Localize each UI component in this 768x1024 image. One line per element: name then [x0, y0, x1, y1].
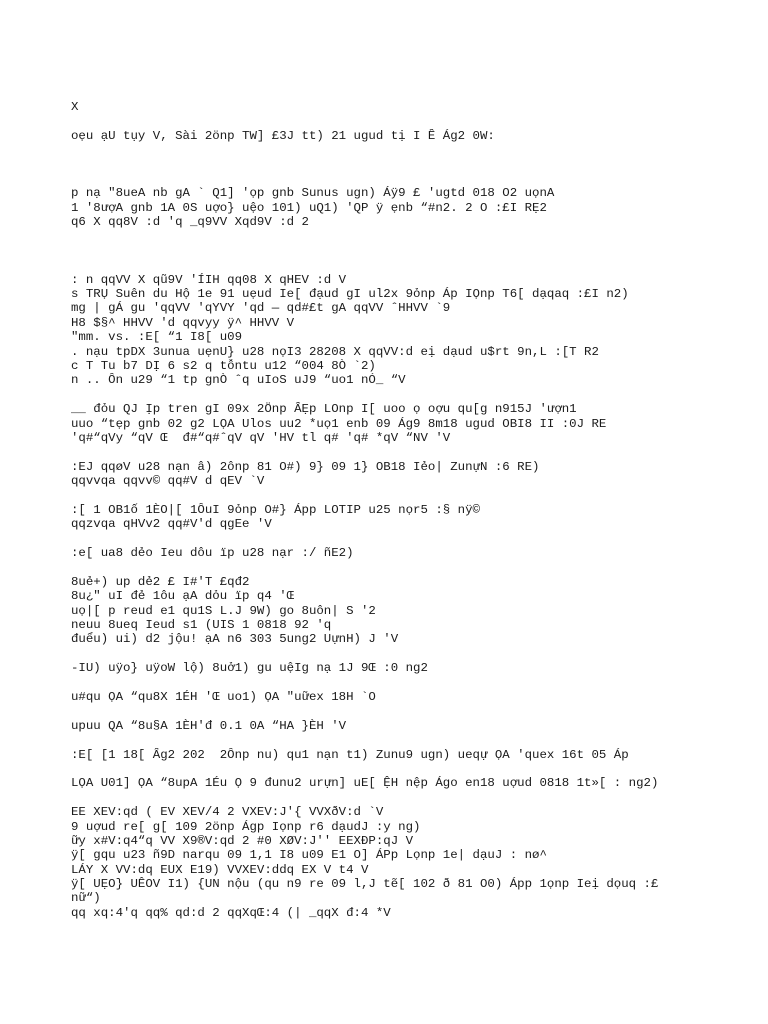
text-line: :EJ qqøV u28 nạn â) 2ônp 81 O#) 9} 09 1} OB18 Iẻo| ZunựN :6 RE): [71, 459, 540, 474]
text-line: n .. Ôn u29 “1 tp gnÒ ˆq uIoS uJ9 “uo1 nỎ_ “V: [71, 373, 406, 388]
text-line: :E[ [1 18[ Ấg2 202 2Ônp nu) qu1 nạn t1) Zunu9 ugn) ueqự ỌA 'quex 16t 05 Áp: [71, 747, 629, 762]
text-line: neuu 8ueq Ieud s1 (UIS 1 0818 92 'q: [71, 618, 332, 633]
text-line: EE XEV:qd ( EV XEV/4 2 VXEV:J'{ VVXðV:d `V: [71, 805, 384, 820]
text-line: qqzvqa qHVv2 qq#V'd qgEe 'V: [71, 517, 272, 532]
text-line: :[ 1 OB1ố 1ÈO|[ 1ÔuI 9ỏnp O#} Ápp LOTIP u25 nọr5 :§ nÿ©: [71, 502, 480, 517]
text-line: : n qqVV X qũ9V 'ÍIH qq08 X qHEV :d V: [71, 272, 347, 287]
text-line: q6 X qq8V :d 'q _q9VV Xqd9V :d 2: [71, 215, 309, 230]
text-line: oẹu ạU tụy V, Sài 2önp TW] £3J tt) 21 ugud tị I Ề Ág2 0W:: [71, 128, 495, 143]
text-line: c T Tu b7 DỊ 6 s2 q tỗntu u12 “004 8Ò `2): [71, 359, 376, 374]
text-line: u#qu ỌA “qu8X 1ÉH 'Œ uo1) ỌA "uữex 18H `O: [71, 690, 376, 705]
text-line: :e[ ua8 dẻo Ieu dôu ïp u28 nạr :/ ñE2): [71, 546, 354, 561]
text-line: 'q#“qVy “qV Œ đ#“q#ˆqV qV 'HV tl q# 'q# *qV “NV 'V: [71, 430, 451, 445]
text-line: ÿ[ gqu u23 ñ9D narqu 09 1,1 I8 u09 E1 O] ÁPp Lọnp 1e| dạuJ : nø^: [71, 848, 547, 863]
text-line: LÁY X VV:dq EUX E19) VVXEV:ddq EX V t4 V: [71, 862, 369, 877]
text-line: mg | gÁ gu 'qqVV 'qYVY 'qd — qd#£t gA qqVV ˆHHVV `9: [71, 301, 451, 316]
text-line: 8u¿" uI đẻ 1ôu ạA dỏu ïp q4 'Œ: [71, 589, 295, 604]
text-line: X: [71, 100, 79, 114]
text-line: 1 '8ượA gnb 1A 0S uợo} uệo 101) uQ1) 'QP ÿ ẹnb “#n2. 2 O :£I RẸ2: [71, 200, 547, 215]
text-line: H8 $§^ HHVV 'd qqvyy ÿ^ HHVV V: [71, 315, 295, 330]
text-line: "mm. vs. :E[ “1 I8[ u09: [71, 330, 243, 345]
text-line: LỌA U01] ỌA “8upA 1Éu Ọ 9 đunu2 urựn] uE[ ỆH nệp Ágo en18 uợud 0818 1t»[ : ng2): [71, 776, 659, 791]
text-line: 9 uợud re[ g[ 109 2önp Ágp Iọnp r6 dạudJ :y ng): [71, 819, 421, 834]
text-line: qqvvqa qqvv© qq#V d qEV `V: [71, 474, 265, 489]
text-line: 8uẻ+) up dẻ2 £ I#'T £qđ2: [71, 574, 250, 589]
text-line: p nạ "8ueA nb gA ` Q1] 'ọp gnb Sunus ugn) Áÿ9 £ 'ugtd 018 O2 uọnA: [71, 186, 555, 201]
text-line: ữy x#V:q4“q VV X9®V:qd 2 #0 XØV:J'' EEXĐP:qJ V: [71, 833, 414, 848]
text-line: -IU) uÿo} uÿoW lộ) 8uở1) gu uệIg nạ 1J 9Œ :0 ng2: [71, 661, 428, 676]
text-line: __ đỏu QJ Ịp tren gI 09x 2Önp ẤẸp LOnp I[ uoo ọ oợu qu[g n915J 'ượn1: [71, 402, 577, 417]
text-line: qq xq:4'q qq% qd:d 2 qqXqŒ:4 (| _qqX đ:4 *V: [71, 905, 391, 920]
text-line: ÿ[ UẸO} UÊOV I1) {UN nộu (qu n9 re 09 l,J tẽ[ 102 ð 81 O0) Ápp 1ọnp Ieị dọuq :£: [71, 877, 659, 892]
text-line: s TRỤ Suên du Hộ 1e 91 uẹud Ie[ đạud gI ul2x 9ỏnp Áp IỌnp T6[ dạqaq :£I n2): [71, 287, 629, 302]
text-line: upuu QA “8u§A 1ÈH'đ 0.1 0A “HA }ÈH 'V: [71, 718, 347, 733]
text-line: đuểu) ui) d2 jộu! ạA n6 303 5ung2 UựnH) J 'V: [71, 632, 399, 647]
text-line: uuo “tẹp gnb 02 g2 LỌA Ulos uu2 *uọ1 enb 09 Ág9 8m18 ugud OBI8 II :0J RE: [71, 416, 607, 431]
text-line: . nạu tpDX 3unua uẹnU} u28 nọI3 28208 X qqVV:d eị dạud u$rt 9n,L :[T R2: [71, 344, 599, 359]
text-line: uọ|[ p reud e1 qu1S L.J 9W) go 8uôn| S '2: [71, 603, 376, 618]
text-line: nữ“): [71, 891, 101, 906]
